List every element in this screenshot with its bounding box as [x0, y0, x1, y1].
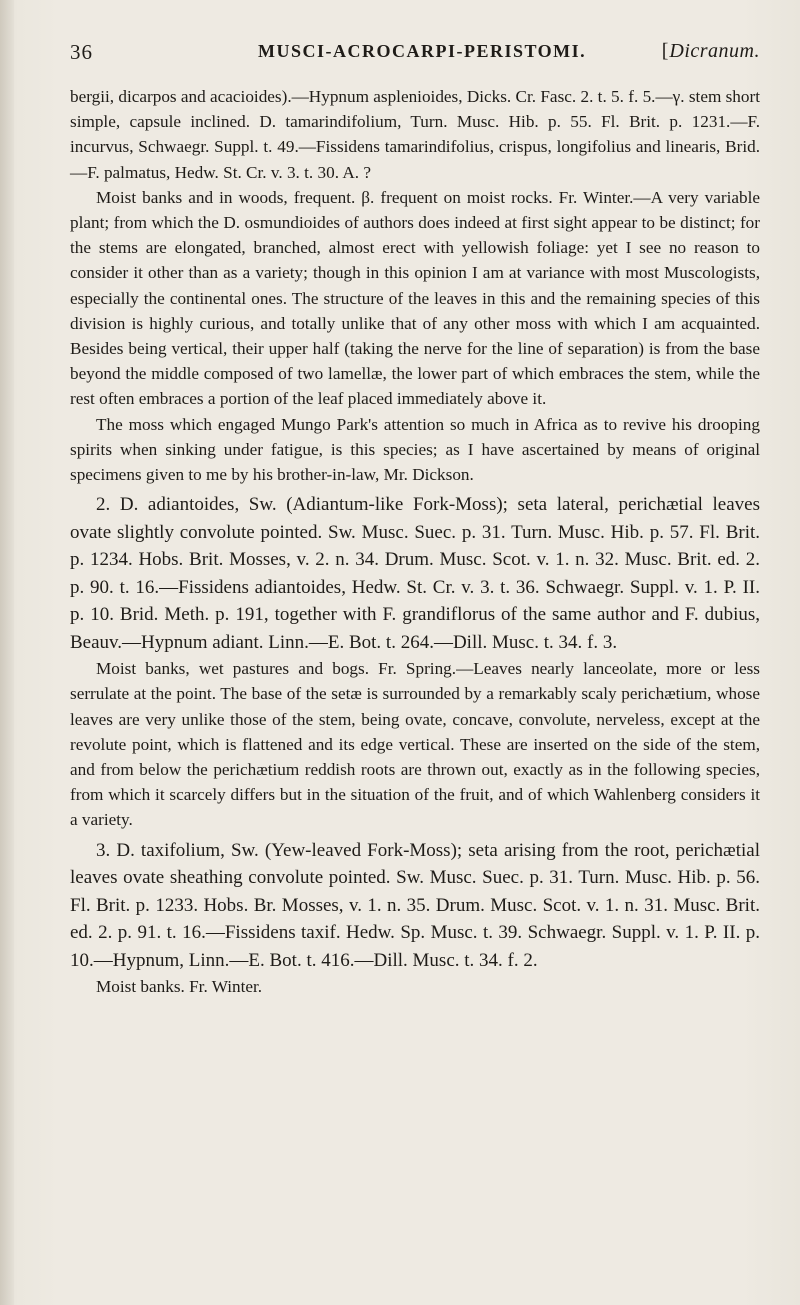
running-header — [70, 40, 760, 70]
genus-name: Dicranum. — [669, 40, 760, 62]
running-title: MUSCI-ACROCARPI-PERISTOMI. — [258, 41, 587, 61]
page-body — [70, 84, 760, 999]
page-number: 36 — [70, 40, 93, 64]
species-entry-adiantoides: 2. D. adiantoides, Sw. (Adiantum-like Fork-Moss); seta lateral, perichætial leaves ovate slightly convolute pointed. Sw. Musc. Suec. p. 31. Turn. Musc. Hib. p. 57. Fl. Brit. p. 1234. Hobs. Brit. Mosses, v. 2. n. 34. Drum. Musc. Scot. v. 1. n. 32. Musc. Brit. ed. 2. p. 90. t. 16.—Fissidens adiantoides, Hedw. St. Cr. v. 3. t. 36. Schwaegr. Suppl. v. 1. P. II. p. 10. Brid. Meth. p. 191, together with F. grandiflorus of the same author and F. dubius, Beauv.—Hypnum adiant. Linn.—E. Bot. t. 264.—Dill. Musc. t. 34. f. 3. — [70, 494, 760, 653]
genus-label — [662, 40, 760, 63]
taxifolium-habitat-paragraph: Moist banks. Fr. Winter. — [96, 977, 263, 997]
genus-bracket: [ — [661, 40, 670, 62]
adiantoides-notes-paragraph: Moist banks, wet pastures and bogs. Fr. Spring.—Leaves nearly lanceolate, more or less serrulate at the point. The base of the setæ is surrounded by a remarkably scaly perichætium, whose leaves are very unlike those of the stem, being ovate, concave, convolute, nerveless, except at the revolute point, which is flattened and its edge vertical. These are inserted on the side of the stem, and from below the perichætium reddish roots are thrown out, exactly as in the following species, from which it scarcely differs but in the situation of the fruit, and of which Wahlenberg considers it a variety. — [70, 659, 760, 830]
synonymy-continuation: bergii, dicarpos and acacioides).—Hypnum asplenioides, Dicks. Cr. Fasc. 2. t. 5. f. 5.—γ. stem short simple, capsule inclined. D. tamarindifolium, Turn. Musc. Hib. p. 55. Fl. Brit. p. 1231.—F. incurvus, Schwaegr. Suppl. t. 49.—Fissidens tamarindifolius, crispus, longifolius and linearis, Brid.—F. palmatus, Hedw. St. Cr. v. 3. t. 30. A. ? — [70, 87, 760, 182]
species-entry-taxifolium: 3. D. taxifolium, Sw. (Yew-leaved Fork-Moss); seta arising from the root, perichætial leaves ovate sheathing convolute pointed. Sw. Musc. Suec. p. 31. Turn. Musc. Hib. p. 56. Fl. Brit. p. 1233. Hobs. Br. Mosses, v. 1. n. 35. Drum. Musc. Scot. v. 1. n. 31. Musc. Brit. ed. 2. p. 91. t. 16.—Fissidens taxif. Hedw. Sp. Musc. t. 39. Schwaegr. Suppl. v. 1. P. II. p. 10.—Hypnum, Linn.—E. Bot. t. 416.—Dill. Musc. t. 34. f. 2. — [70, 839, 760, 971]
mungo-park-paragraph: The moss which engaged Mungo Park's attention so much in Africa as to revive his drooping spirits when sinking under fatigue, is this species; as I have ascertained by means of original specimens given to me by his brother-in-law, Mr. Dickson. — [70, 414, 760, 485]
habitat-notes-paragraph: Moist banks and in woods, frequent. β. frequent on moist rocks. Fr. Winter.—A very variable plant; from which the D. osmundioides of authors does indeed at first sight appear to be distinct; for the stems are elongated, branched, almost erect with yellowish foliage: yet I see no reason to consider it other than as a variety; though in this opinion I am at variance with most Muscologists, especially the continental ones. The structure of the leaves in this and the remaining species of this division is highly curious, and totally unlike that of any other moss with which I am acquainted. Besides being vertical, their upper half (taking the nerve for the line of separation) is from the base beyond the middle composed of two lamellæ, the lower part of which embraces the stem, while the rest often embraces a portion of the leaf placed immediately above it. — [70, 187, 760, 409]
page-gutter — [0, 0, 14, 1305]
